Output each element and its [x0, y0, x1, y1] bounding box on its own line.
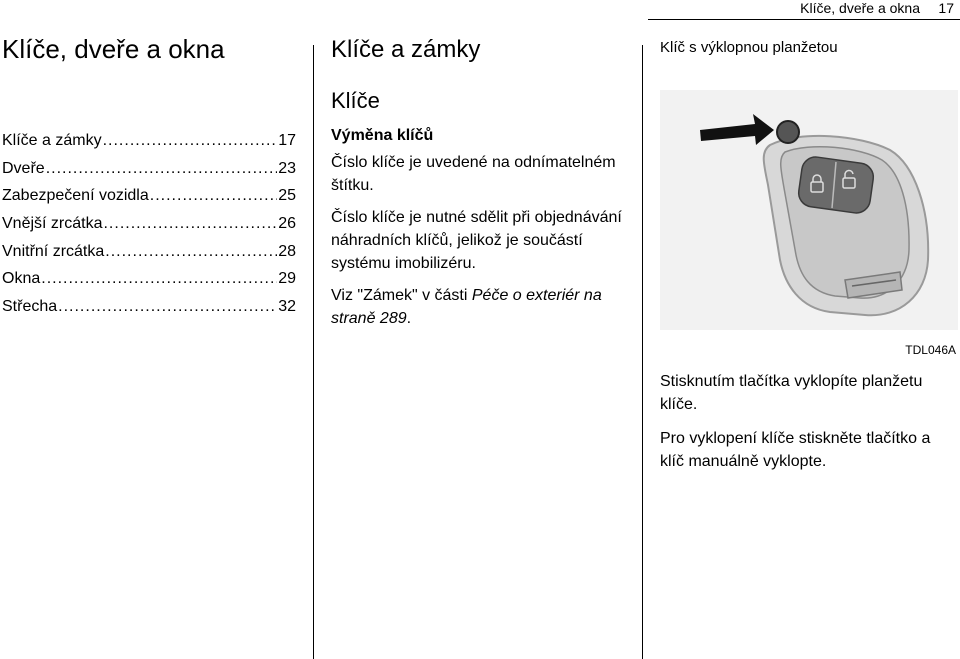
paragraph: Číslo klíče je uvedené na odnímatelném štítku. [331, 154, 616, 194]
running-header [0, 0, 960, 22]
toc-item-strecha[interactable] [2, 297, 296, 325]
chapter-title: Klíče, dveře a okna [2, 34, 225, 64]
column-divider [642, 45, 643, 659]
cross-reference-link[interactable]: Péče o exteriér na straně 289 [331, 287, 602, 327]
toc-leader [41, 269, 277, 289]
sub-sub-title: Výměna klíčů [331, 127, 434, 144]
toc-page: 32 [278, 298, 296, 316]
toc-item-okna[interactable] [2, 269, 296, 297]
header-rule [648, 19, 960, 20]
paragraph: Pro vyklopení klíče stiskněte tlačítko a klíč manuálně vyklopte. [660, 430, 931, 470]
reference-suffix: . [406, 310, 412, 327]
toc-page: 26 [278, 215, 296, 233]
toc-leader [103, 131, 278, 151]
running-header-title: Klíče, dveře a okna [800, 0, 920, 16]
paragraph: Stisknutím tlačítka vyklopíte planžetu klíče. [660, 373, 923, 413]
toc-label: Dveře [2, 159, 45, 177]
toc-leader [46, 159, 278, 179]
paragraph: Číslo klíče je nutné sdělit při objednávání náhradních klíčů, jelikož je součástí systému imobilizéru. [331, 209, 622, 272]
toc-page: 28 [278, 242, 296, 260]
arrow-icon [700, 114, 774, 145]
toc-item-vnejsi-zrcatka[interactable] [2, 214, 296, 242]
section-title: Klíče a zámky [331, 36, 481, 63]
toc-leader [103, 214, 277, 234]
toc-leader [105, 242, 277, 262]
table-of-contents [2, 131, 296, 325]
toc-item-zabezpeceni-vozidla[interactable] [2, 186, 296, 214]
toc-page: 23 [278, 159, 296, 177]
button-panel [797, 155, 875, 215]
toc-label: Vnitřní zrcátka [2, 242, 105, 260]
subsection-title: Klíče [331, 88, 380, 113]
toc-item-klice-a-zamky[interactable] [2, 131, 296, 159]
toc-label: Střecha [2, 298, 58, 316]
key-figure [660, 90, 958, 330]
toc-page: 29 [278, 270, 296, 288]
figure-heading: Klíč s výklopnou planžetou [660, 39, 838, 56]
toc-label: Okna [2, 270, 41, 288]
paragraph-with-reference [331, 284, 631, 330]
release-button [777, 121, 799, 143]
reference-prefix: Viz "Zámek" v části [331, 287, 472, 304]
page-number: 17 [938, 0, 954, 16]
toc-page: 25 [278, 187, 296, 205]
toc-item-vnitrni-zrcatka[interactable] [2, 242, 296, 270]
toc-item-dvere[interactable] [2, 159, 296, 187]
flip-key-illustration [660, 90, 958, 330]
toc-label: Vnější zrcátka [2, 215, 103, 233]
toc-page: 17 [278, 132, 296, 149]
figure-code: TDL046A [905, 343, 956, 357]
toc-label: Klíče a zámky [2, 132, 102, 149]
toc-label: Zabezpečení vozidla [2, 187, 149, 205]
toc-leader [150, 186, 277, 206]
column-divider [313, 45, 314, 659]
toc-leader [58, 297, 277, 317]
